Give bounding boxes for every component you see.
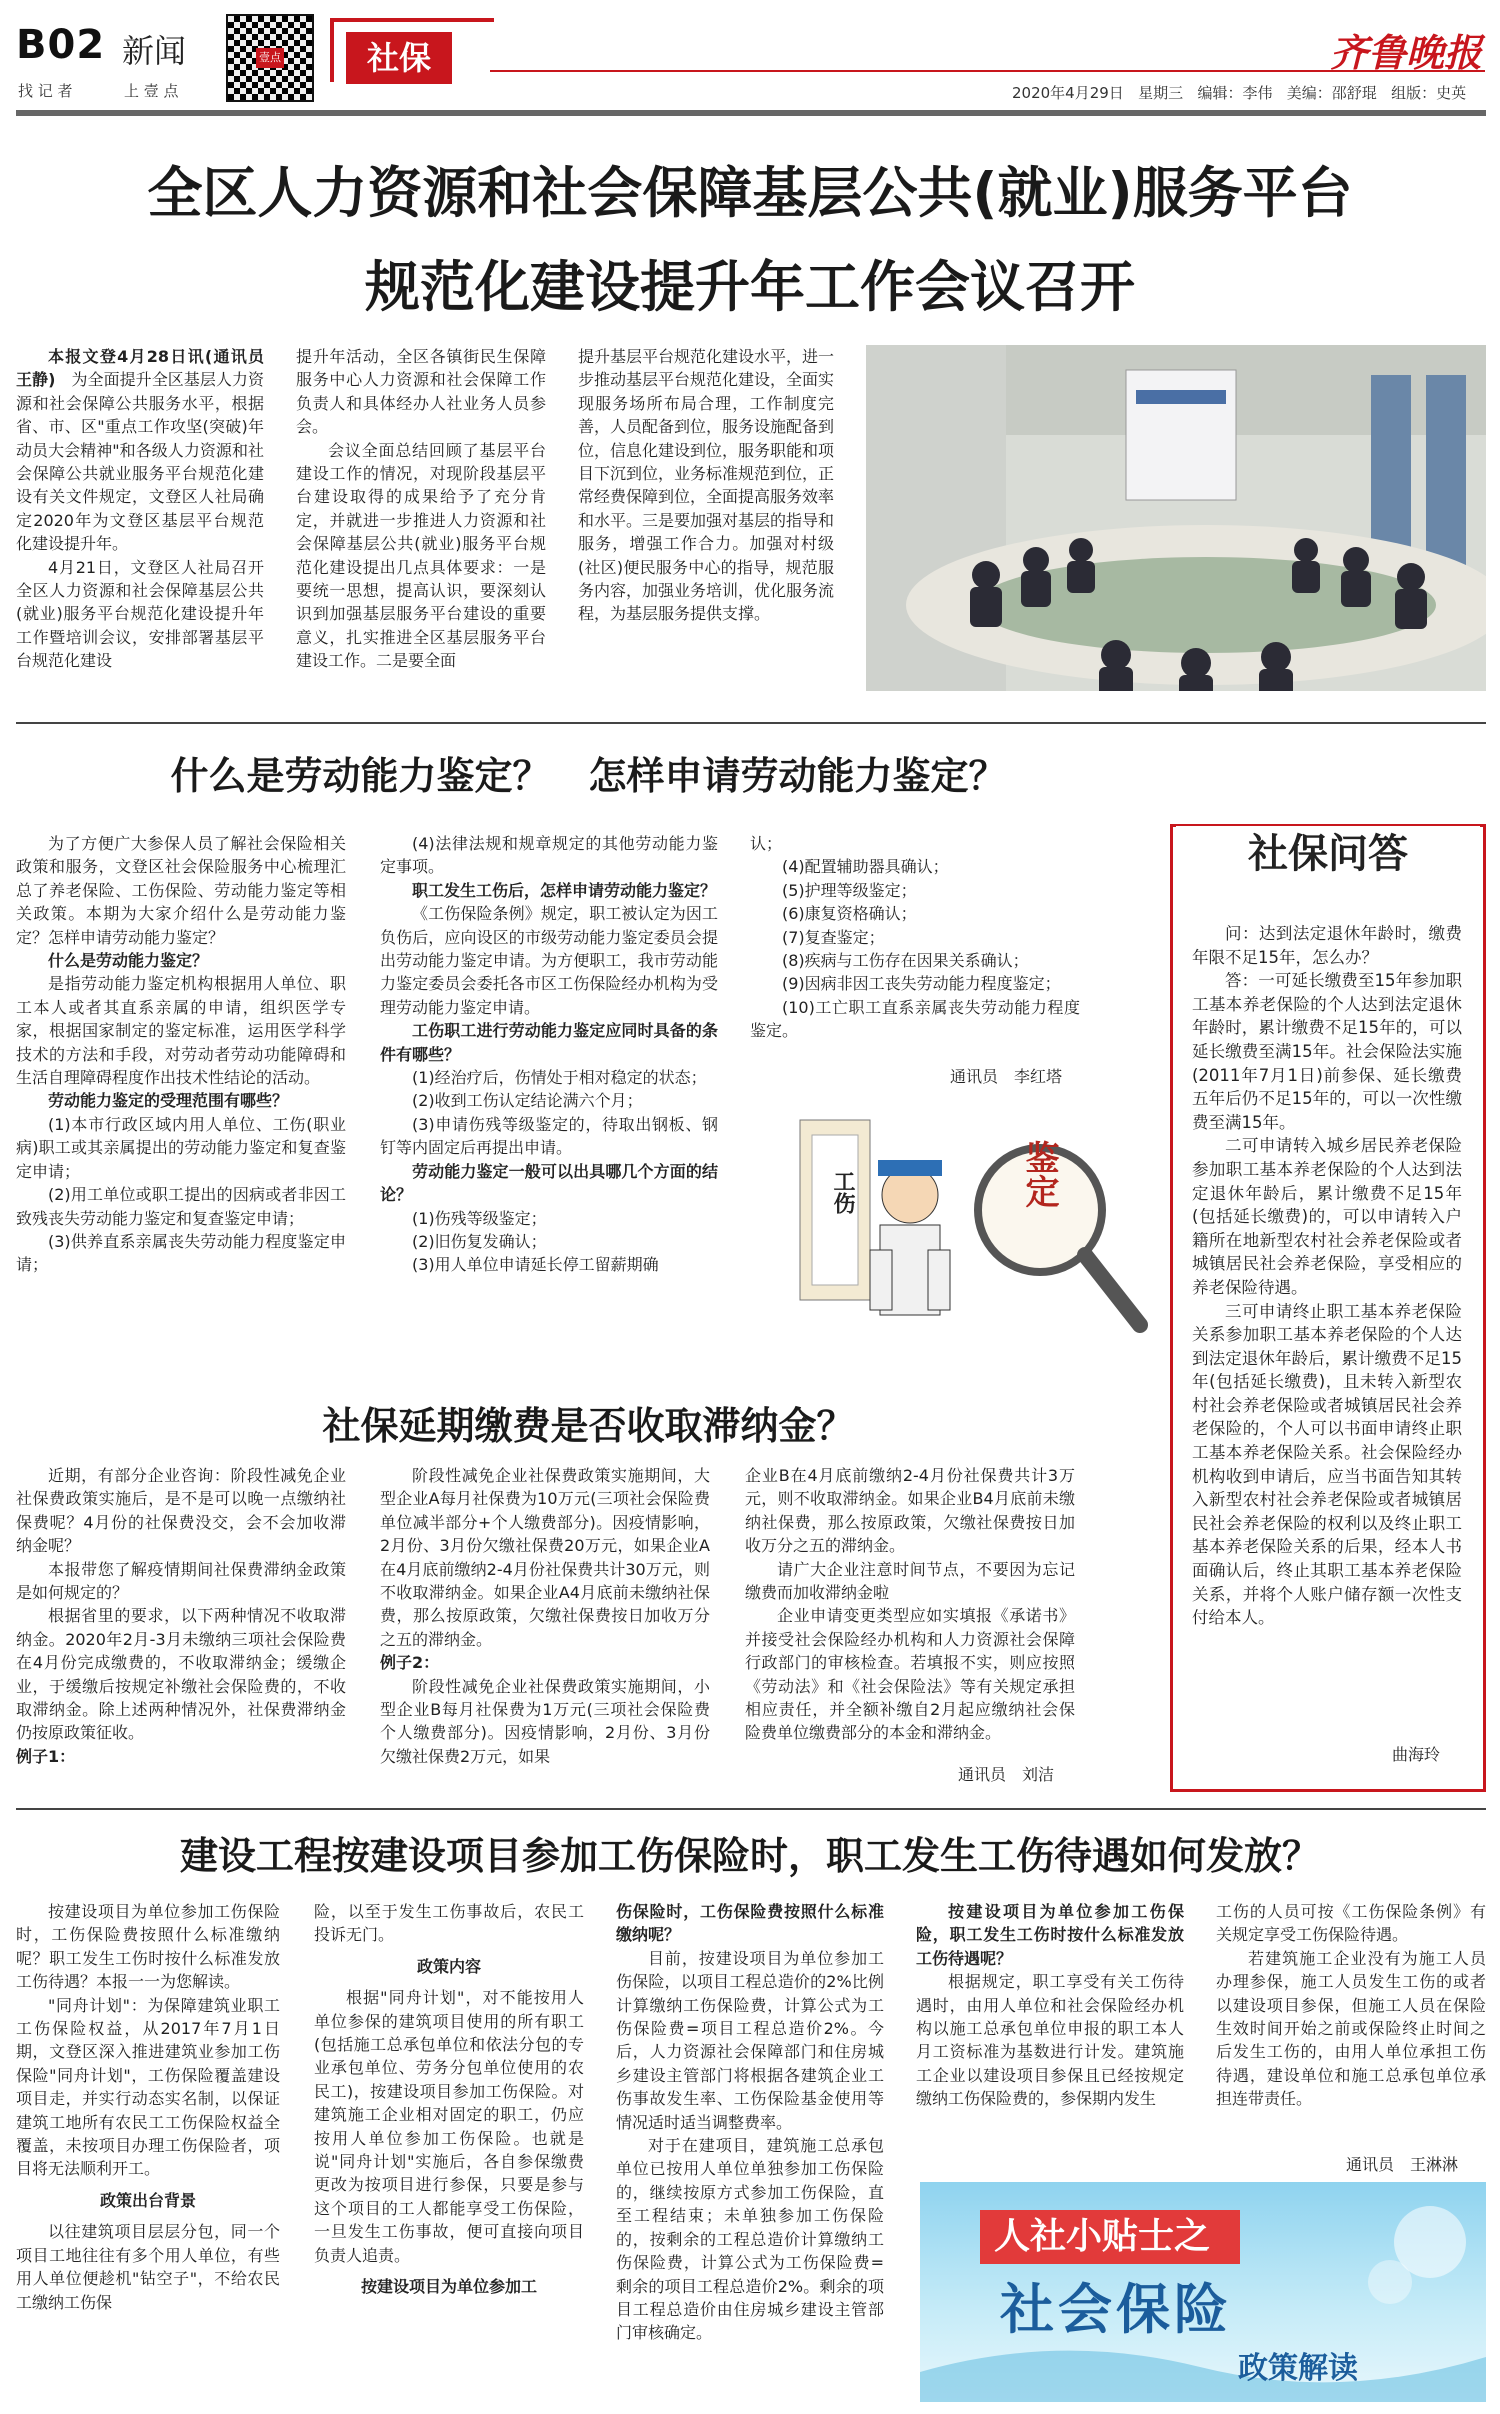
paragraph-text: 提升年活动，全区各镇街民生保障服务中心人力资源和社会保障工作负责人和具体经办人社业务人员参会。 [296, 347, 546, 437]
proofreader-credit: 组版：史英 [1391, 84, 1467, 102]
divider-2 [16, 1808, 1486, 1810]
qa-byline: 曲海玲 [1392, 1745, 1441, 1764]
article4-col3 [616, 1900, 884, 2400]
paragraph [380, 1675, 710, 1769]
page-number: B02 [16, 22, 106, 68]
slogan-right: 上 壹 点 [124, 82, 179, 100]
paragraph-text: (4)法律法规和规章规定的其他劳动能力鉴定事项。 [380, 834, 718, 877]
paragraph-text: (7)复查鉴定； [782, 927, 885, 947]
paragraph [1192, 922, 1462, 969]
paragraph [380, 879, 718, 902]
paragraph [616, 1900, 884, 1947]
paragraph-text: (1)经治疗后，伤情处于相对稳定的状态； [412, 1068, 707, 1088]
qr-logo: 壹点 [256, 48, 284, 68]
paragraph [380, 1464, 710, 1651]
paragraph [750, 855, 1080, 878]
paragraph-text: 阶段性减免企业社保费政策实施期间，小型企业B每月社保费为1万元(三项社会保险费个人缴费部分)。因疫情影响，2月份、3月份欠缴社保费2万元，如果 [380, 1676, 710, 1766]
paragraph-text: 本报带您了解疫情期间社保费滞纳金政策是如何规定的？ [16, 1559, 346, 1603]
paragraph-text: 按建设项目为单位参加工 [360, 2277, 537, 2297]
paragraph-text: 根据规定，职工享受有关工伤待遇时，由用人单位和社会保险经办机构以施工总承包单位申报的职工本人月工资标准为基数进行计发。建筑施工企业以建设项目参保且已经按规定缴纳工伤保险费的，参保期内发生 [916, 1972, 1184, 2109]
article3-byline: 通讯员 刘洁 [958, 1765, 1055, 1784]
paragraph [616, 2134, 884, 2345]
article1-title-line2: 规范化建设提升年工作会议召开 [364, 255, 1135, 319]
paragraph-text: 4月21日，文登区人社局召开全区人力资源和社会保障基层公共(就业)服务平台规范化建设提升年工作暨培训会议，安排部署基层平台规范化建设 [16, 557, 264, 671]
tips-line1: 人社小贴士之 [994, 2216, 1211, 2257]
paragraph [578, 345, 834, 626]
article3-col1 [16, 1464, 346, 1786]
paragraph-text: 问：达到法定退休年龄时，缴费年限不足15年，怎么办？ [1192, 924, 1462, 967]
paragraph [380, 1066, 718, 1089]
article2-col2 [380, 832, 718, 1362]
article3-title: 社保延期缴费是否收取滞纳金？ [322, 1404, 855, 1448]
paragraph-text: 什么是劳动能力鉴定？ [48, 951, 209, 971]
paragraph [380, 1160, 718, 1207]
paragraph-text: 二可申请转入城乡居民养老保险参加职工基本养老保险的个人达到法定退休年龄后，累计缴费不足15年(包括延长缴费)的，可以申请转入户籍所在地新型农村社会养老保险或者城镇居民社会养老保险，享受相应的养老保险待遇。 [1192, 1136, 1462, 1297]
qa-title: 社保问答 [1248, 831, 1408, 877]
paragraph [314, 1986, 584, 2267]
paragraph [380, 1089, 718, 1112]
paragraph-text: 为了方便广大参保人员了解社会保险相关政策和服务，文登区社会保险服务中心梳理汇总了养老保险、工伤保险、劳动能力鉴定等相关政策。本期为大家介绍什么是劳动能力鉴定？怎样申请劳动能力鉴定？ [16, 834, 346, 947]
paragraph-text: 工伤的人员可按《工伤保险条例》有关规定享受工伤保险待遇。 [1216, 1902, 1486, 1945]
paragraph-text: (8)疾病与工伤存在因果关系确认； [782, 951, 1029, 971]
paragraph [16, 1994, 280, 2181]
paragraph [750, 926, 1080, 949]
paragraph [380, 902, 718, 1019]
paragraph [1192, 1300, 1462, 1630]
paragraph [380, 1230, 718, 1253]
paragraph [16, 1900, 280, 1994]
issue-info [1012, 82, 1466, 103]
paragraph [314, 1955, 584, 1978]
paragraph [745, 1558, 1075, 1605]
paragraph [745, 1604, 1075, 1744]
paragraph [16, 1183, 346, 1230]
tips-banner [920, 2182, 1486, 2402]
article3-col2 [380, 1464, 710, 1786]
paragraph [380, 1113, 718, 1160]
paragraph [16, 2220, 280, 2314]
paragraph-text: 以往建筑项目层层分包，同一个项目工地往往有多个用人单位，有些用人单位便趁机"钻空子"，不给农民工缴纳工伤保 [16, 2222, 280, 2312]
paragraph-text: 险，以至于发生工伤事故后，农民工投诉无门。 [314, 1902, 584, 1945]
paragraph [750, 879, 1080, 902]
paragraph-text: (6)康复资格确认； [782, 904, 917, 924]
paragraph-text: (3)用人单位申请延长停工留薪期确 [412, 1255, 659, 1275]
paragraph-text: 工伤职工进行劳动能力鉴定应同时具备的条件有哪些？ [380, 1021, 718, 1064]
article4-byline: 通讯员 王淋淋 [1346, 2155, 1459, 2174]
designer-credit: 美编：邵舒琨 [1286, 84, 1377, 102]
article2-col3 [750, 832, 1080, 1057]
paragraph-text: (2)用工单位或职工提出的因病或者非因工致残丧失劳动能力鉴定和复查鉴定申请； [16, 1185, 346, 1228]
newspaper-logo: 齐鲁晚报 [1330, 30, 1483, 75]
paragraph-text: (1)本市行政区域内用人单位、工伤(职业病)职工或其亲属提出的劳动能力鉴定和复查鉴定申请； [16, 1114, 346, 1181]
paragraph [1192, 1134, 1462, 1299]
paragraph-text: "同舟计划"：为保障建筑业职工工伤保险权益，从2017年7月1日期，文登区深入推进建筑业参加工伤保险"同舟计划"，工伤保险覆盖建设项目走，并实行动态实名制，以保证建筑工地所有农民工工伤保险权益全覆盖，未按项目办理工伤保险者，项目将无法顺利开工。 [16, 1995, 280, 2179]
paragraph [16, 556, 264, 673]
article4-col4 [916, 1900, 1184, 2150]
appraisal-illustration [750, 1100, 1150, 1350]
channel-badge: 社保 [346, 32, 452, 84]
paragraph [16, 2189, 280, 2212]
paragraph-text: 《工伤保险条例》规定，职工被认定为因工负伤后，应向设区的市级劳动能力鉴定委员会提出劳动能力鉴定申请。为方便职工，我市劳动能力鉴定委员会委托各市区工伤保险经办机构为受理劳动能力鉴定申请。 [380, 904, 718, 1017]
paragraph-text: 政策内容 [416, 1956, 481, 1976]
tips-line3: 政策解读 [1238, 2351, 1358, 2386]
paragraph [380, 1651, 710, 1674]
paragraph [380, 1253, 718, 1276]
article2-col1 [16, 832, 346, 1362]
paragraph [380, 1019, 718, 1066]
paragraph [16, 1745, 346, 1768]
meeting-illustration [866, 345, 1486, 691]
illus-label-jianding: 鉴定 [1019, 1140, 1059, 1208]
paragraph [16, 1464, 346, 1558]
paragraph [314, 2275, 584, 2298]
dateline: 本报文登4月28日讯(通讯员 王静) [16, 347, 264, 390]
article3-col3 [745, 1464, 1075, 1744]
paragraph-text: 是指劳动能力鉴定机构根据用人单位、职工本人或者其直系亲属的申请，组织医学专家，根据国家制定的鉴定标准，运用医学科学技术的方法和手段，对劳动者劳动功能障碍和生活自理障碍程度作出技术性结论的活动。 [16, 974, 346, 1088]
paragraph [16, 832, 346, 949]
article4-col1 [16, 1900, 280, 2400]
paragraph-text: (2)旧伤复发确认； [412, 1231, 547, 1251]
qr-code[interactable] [226, 14, 314, 102]
article2-byline: 通讯员 李红塔 [950, 1067, 1063, 1086]
paragraph [750, 949, 1080, 972]
paragraph-text: (5)护理等级鉴定； [782, 880, 917, 900]
tips-line2: 社会保险 [1000, 2278, 1232, 2341]
paragraph-text: 按建设项目为单位参加工伤保险，职工发生工伤时按什么标准发放工伤待遇呢？ [916, 1902, 1184, 1968]
paragraph-text: 企业申请变更类型应如实填报《承诺书》并接受社会保险经办机构和人力资源社会保障行政部门的审核检查。若填报不实，则应按照《劳动法》和《社会保险法》等有关规定承担相应责任，并全额补缴自2月起应缴纳社会保险费单位缴费部分的本金和滞纳金。 [745, 1606, 1075, 1743]
paragraph-text: 劳动能力鉴定的受理范围有哪些？ [48, 1091, 289, 1111]
editor-credit: 编辑：李伟 [1197, 84, 1273, 102]
paragraph [916, 1970, 1184, 2110]
appraisal-cartoon [750, 1100, 1150, 1350]
paragraph [296, 439, 546, 673]
paragraph-text: 按建设项目为单位参加工伤保险时，工伤保险费按照什么标准缴纳呢？职工发生工伤时按什么标准发放工伤待遇？本报一一为您解读。 [16, 1902, 280, 1992]
article1-title-line1: 全区人力资源和社会保障基层公共(就业)服务平台 [147, 161, 1353, 225]
paragraph [16, 949, 346, 972]
paragraph-text: 根据"同舟计划"，对不能按用人单位参保的建筑项目使用的所有职工(包括施工总承包单位和依法分包的专业承包单位、劳务分包单位使用的农民工)，按建设项目参加工伤保险。对建筑施工企业相对固定的职工，仍应按用人单位参加工伤保险。也就是说"同舟计划"实施后，各自参保缴费更改为按项目进行参保，只要是参与这个项目的工人都能享受工伤保险，一旦发生工伤事故，便可直接向项目负责人追责。 [314, 1988, 584, 2265]
paragraph-text: 答：一可延长缴费至15年参加职工基本养老保险的个人达到法定退休年龄时，累计缴费不足15年的，可以延长缴费至满15年。社会保险法实施(2011年7月1日)前参保、延长缴费五年后仍不足15年的，可以一次性缴费至满15年。 [1192, 971, 1462, 1132]
section-name: 新闻 [122, 32, 187, 70]
paragraph-text: (1)伤残等级鉴定； [412, 1208, 547, 1228]
paragraph-text: 会议全面总结回顾了基层平台建设工作的情况，对现阶段基层平台建设取得的成果给予了充分肯定，并就进一步推进人力资源和社会保障基层公共(就业)服务平台规范化建设提出几点具体要求：一是要统一思想，提高认识，要深刻认识到加强基层服务平台建设的重要意义，扎实推进全区基层服务平台建设工作。二是要全面 [296, 440, 546, 671]
paragraph-text: 认； [750, 834, 783, 853]
paragraph-text: 例子1： [16, 1746, 76, 1766]
paragraph [16, 1089, 346, 1112]
paragraph-text: 近期，有部分企业咨询：阶段性减免企业社保费政策实施后，是不是可以晚一点缴纳社保费呢？4月份的社保费没交，会不会加收滞纳金呢？ [16, 1466, 346, 1556]
paragraph-text: (9)因病非因工丧失劳动能力程度鉴定； [782, 974, 1061, 994]
paragraph [380, 832, 718, 879]
paragraph [1192, 969, 1462, 1134]
illus-label-gongshang: 工伤 [830, 1170, 855, 1214]
paragraph [16, 1113, 346, 1183]
paragraph-text: 三可申请终止职工基本养老保险关系参加职工基本养老保险的个人达到法定退休年龄后，累计缴费不足15年(包括延长缴费)，且未转入新型农村社会养老保险或者城镇居民社会养老保险的，个人可以书面申请终止职工基本养老保险关系。社会保险经办机构收到申请后，应当书面告知其转入新型农村社会养老保险或者城镇居民社会养老保险的权利以及终止职工基本养老保险关系的后果，经本人书面确认后，终止其职工基本养老保险关系，并将个人账户储存额一次性支付给本人。 [1192, 1301, 1462, 1628]
paragraph [314, 1900, 584, 1947]
paragraph-text: 目前，按建设项目为单位参加工伤保险，以项目工程总造价的2%比例计算缴纳工伤保险费，计算公式为工伤保险费=项目工程总造价2%。今后，人力资源社会保障部门和住房城乡建设主管部门将根据各建筑企业工伤事故发生率、工伤保险基金使用等情况适时适当调整费率。 [616, 1948, 884, 2132]
paragraph-text: 政策出台背景 [99, 2190, 196, 2210]
paragraph-text: 阶段性减免企业社保费政策实施期间，大型企业A每月社保费为10万元(三项社会保险费单位减半部分+个人缴费部分)。因疫情影响，2月份、3月份欠缴社保费20万元，如果企业A在4月底前缴纳2-4月份社保费共计30万元，则不收取滞纳金。如果企业A4月底前未缴纳社保费，那么按原政策，欠缴社保费按日加收万分之五的滞纳金。 [380, 1466, 710, 1649]
paragraph-text: 例子2： [380, 1653, 440, 1673]
divider-1 [16, 722, 1486, 724]
paragraph-text: 伤保险时，工伤保险费按照什么标准缴纳呢？ [616, 1902, 884, 1945]
paragraph [616, 1947, 884, 2134]
article1-col1 [16, 345, 264, 707]
paragraph [16, 1558, 346, 1605]
paragraph [16, 1604, 346, 1744]
paragraph-text: 劳动能力鉴定一般可以出具哪几个方面的结论？ [380, 1161, 718, 1205]
paragraph-text: (4)配置辅助器具确认； [782, 857, 949, 877]
article2-title: 什么是劳动能力鉴定？ 怎样申请劳动能力鉴定？ [170, 754, 1007, 798]
paragraph [750, 832, 1080, 855]
paragraph-text: 职工发生工伤后，怎样申请劳动能力鉴定？ [412, 880, 717, 900]
article4-col5 [1216, 1900, 1486, 2150]
paragraph [16, 345, 264, 556]
paragraph [916, 1900, 1184, 1970]
article1-col2 [296, 345, 546, 707]
paragraph [1216, 1947, 1486, 2111]
paragraph-text: 请广大企业注意时间节点，不要因为忘记缴费而加收滞纳金啦 [745, 1559, 1075, 1603]
issue-date: 2020年4月29日 [1012, 84, 1124, 102]
paragraph [750, 996, 1080, 1043]
paragraph-text: (3)申请伤残等级鉴定的，待取出钢板、钢钉等内固定后再提出申请。 [380, 1114, 718, 1158]
paragraph [745, 1464, 1075, 1558]
paragraph [750, 972, 1080, 995]
article4-title: 建设工程按建设项目参加工伤保险时，职工发生工伤待遇如何发放？ [179, 1834, 1320, 1878]
paragraph-text: (2)收到工伤认定结论满六个月； [412, 1091, 643, 1111]
paragraph-text: (10)工亡职工直系亲属丧失劳动能力程度鉴定。 [750, 997, 1080, 1041]
slogan-left: 找 记 者 [18, 82, 73, 100]
article4-col2 [314, 1900, 584, 2400]
paragraph [750, 902, 1080, 925]
meeting-photo [866, 345, 1486, 691]
paragraph-text: 若建筑施工企业没有为施工人员办理参保，施工人员发生工伤的或者以建设项目参保，但施工人员在保险生效时间开始之前或保险终止时间之后发生工伤的，由用人单位承担工伤待遇，建设单位和施工总承包单位承担连带责任。 [1216, 1948, 1486, 2109]
paragraph-text: 根据省里的要求，以下两种情况不收取滞纳金。2020年2月-3月未缴纳三项社会保险费在4月份完成缴费的，不收取滞纳金；缓缴企业，于缓缴后按规定补缴社会保险费的，不收取滞纳金。除上述两种情况外，社保费滞纳金仍按原政策征收。 [16, 1606, 346, 1743]
paragraph [296, 345, 546, 439]
qa-body [1192, 922, 1462, 1730]
paragraph-text: (3)供养直系亲属丧失劳动能力程度鉴定申请； [16, 1231, 346, 1275]
article1-col3 [578, 345, 834, 707]
issue-weekday: 星期三 [1138, 84, 1184, 102]
paragraph-text: 提升基层平台规范化建设水平，进一步推动基层平台规范化建设，全面实现服务场所布局合理，工作制度完善，人员配备到位，服务设施配备到位，信息化建设到位，服务职能和项目下沉到位，业务标准规范到位，正常经费保障到位，全面提高服务效率和水平。三是要加强对基层的指导和服务，增强工作合力。加强对村级(社区)便民服务中心的指导，规范服务内容，加强业务培训，优化服务流程，为基层服务提供支撑。 [578, 347, 834, 624]
paragraph-text: 为全面提升全区基层人力资源和社会保障公共服务水平，根据省、市、区"重点工作攻坚(突破)年动员大会精神"和各级人力资源和社会保障公共就业服务平台规范化建设有关文件规定，文登区人社局确定2020年为文登区基层平台规范化建设提升年。 [16, 370, 264, 554]
paragraph [16, 1230, 346, 1277]
paragraph [1216, 1900, 1486, 1947]
paragraph [380, 1207, 718, 1230]
paragraph-text: 企业B在4月底前缴纳2-4月份社保费共计3万元，则不收取滞纳金。如果企业B4月底前未缴纳社保费，那么按原政策，欠缴社保费按日加收万分之五的滞纳金。 [745, 1466, 1075, 1556]
masthead-rule [16, 110, 1486, 116]
paragraph [16, 972, 346, 1089]
paragraph-text: 对于在建项目，建筑施工总承包单位已按用人单位单独参加工伤保险的，继续按原方式参加工伤保险，直至工程结束；未单独参加工伤保险的，按剩余的工程总造价计算缴纳工伤保险费，计算公式为工伤保险费=剩余的项目工程总造价2%。剩余的项目工程总造价由住房城乡建设主管部门审核确定。 [616, 2136, 884, 2343]
